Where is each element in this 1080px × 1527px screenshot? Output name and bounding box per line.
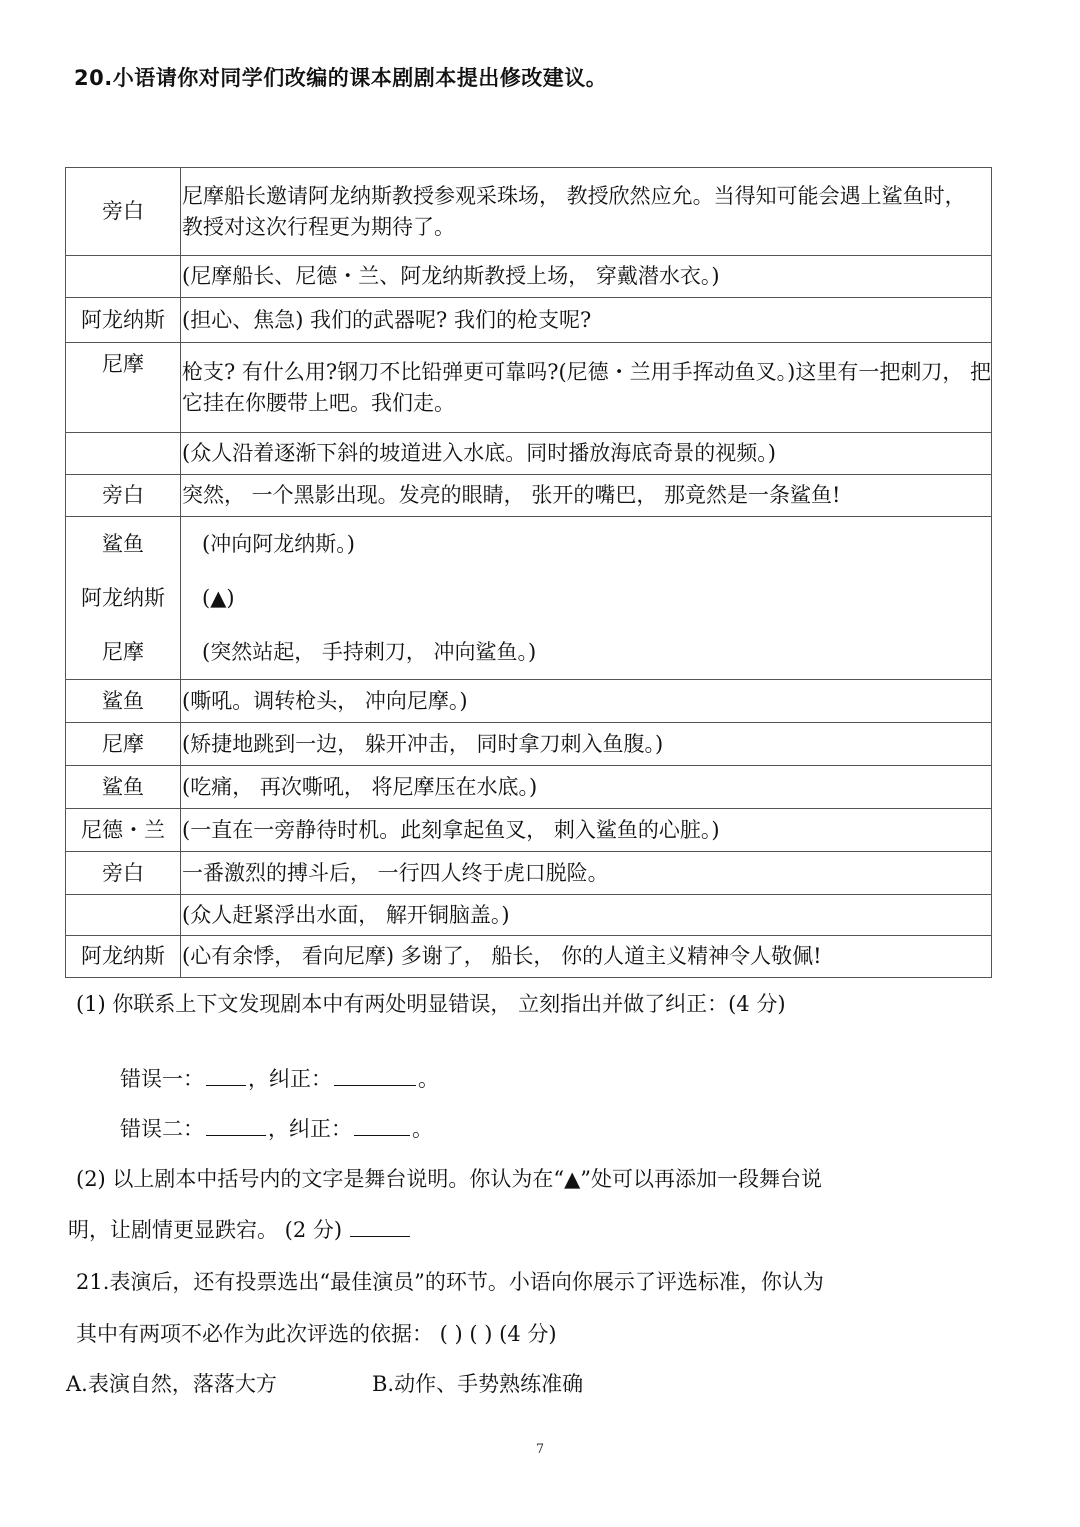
script-content-cell bbox=[181, 766, 992, 809]
answer-line-error-2 bbox=[120, 1113, 433, 1143]
script-role: 鲨鱼 bbox=[102, 774, 144, 799]
script-row bbox=[66, 475, 992, 517]
script-line: (嘶吼。调转枪头， 冲向尼摩。) bbox=[182, 688, 468, 713]
script-role: 阿龙纳斯 bbox=[81, 944, 165, 968]
sub-question-2-line-2 bbox=[68, 1214, 412, 1244]
option-b[interactable]: B.动作、手势熟练准确 bbox=[372, 1372, 584, 1396]
script-role-cell bbox=[66, 343, 181, 433]
script-row bbox=[66, 256, 992, 298]
script-role: 尼摩 bbox=[102, 352, 144, 376]
page-number: 7 bbox=[535, 1442, 545, 1457]
script-line: 突然， 一个黑影出现。发亮的眼睛， 张开的嘴巴， 那竟然是一条鲨鱼! bbox=[182, 483, 841, 507]
script-role-cell bbox=[66, 895, 181, 936]
answer-line-error-1 bbox=[120, 1063, 439, 1093]
script-content-cell bbox=[181, 895, 992, 936]
script-line: (吃痛， 再次嘶吼， 将尼摩压在水底。) bbox=[182, 774, 538, 799]
sub-question-2-line-1: (2) 以上剧本中括号内的文字是舞台说明。你认为在“▲”处可以再添加一段舞台说 bbox=[76, 1167, 823, 1191]
script-line: (突然站起， 手持刺刀， 冲向鲨鱼。) bbox=[202, 639, 537, 664]
script-role-cell bbox=[66, 168, 181, 256]
script-content-cell bbox=[181, 475, 992, 517]
script-line: (心有余悸， 看向尼摩) 多谢了， 船长， 你的人道主义精神令人敬佩! bbox=[182, 944, 822, 968]
script-role-cell bbox=[66, 517, 181, 680]
correct-2-blank[interactable] bbox=[354, 1115, 410, 1136]
question-21-line-1: 21.表演后，还有投票选出“最佳演员”的环节。小语向你展示了评选标准，你认为 bbox=[76, 1270, 824, 1294]
script-content-cell bbox=[181, 517, 992, 680]
error-1-blank[interactable] bbox=[206, 1065, 246, 1086]
error-1-end: 。 bbox=[418, 1067, 439, 1091]
script-role: 阿龙纳斯 bbox=[81, 307, 165, 332]
error-2-end: 。 bbox=[412, 1117, 433, 1141]
script-line: (▲) bbox=[202, 585, 235, 610]
script-row bbox=[66, 723, 992, 766]
script-role-cell bbox=[66, 433, 181, 475]
error-1-label: 错误一： bbox=[120, 1067, 204, 1091]
sub-question-2-text: 明，让剧情更显跌宕。 (2 分) bbox=[68, 1218, 343, 1242]
script-content-cell bbox=[181, 168, 992, 256]
script-role: 尼摩 bbox=[102, 731, 144, 756]
script-row bbox=[66, 298, 992, 343]
script-content-cell bbox=[181, 809, 992, 852]
script-line: (尼摩船长、尼德・兰、阿龙纳斯教授上场， 穿戴潜水衣。) bbox=[182, 264, 720, 288]
sub-question-1-prompt: (1) 你联系上下文发现剧本中有两处明显错误， 立刻指出并做了纠正：(4 分) bbox=[76, 992, 786, 1016]
script-line: (担心、焦急) 我们的武器呢? 我们的枪支呢? bbox=[182, 307, 592, 332]
correct-2-label: ，纠正： bbox=[268, 1117, 352, 1141]
script-line: (一直在一旁静待时机。此刻拿起鱼叉， 刺入鲨鱼的心脏。) bbox=[182, 817, 720, 842]
script-content-cell bbox=[181, 256, 992, 298]
script-role: 旁白 bbox=[102, 860, 144, 885]
script-line: (众人沿着逐渐下斜的坡道进入水底。同时播放海底奇景的视频。) bbox=[182, 441, 776, 465]
script-row bbox=[66, 433, 992, 475]
script-role: 旁白 bbox=[102, 483, 144, 507]
question-20-title: 20.小语请你对同学们改编的课本剧剧本提出修改建议。 bbox=[74, 66, 608, 90]
script-line: (众人赶紧浮出水面， 解开铜脑盖。) bbox=[182, 902, 510, 927]
script-row bbox=[66, 936, 992, 978]
script-role-cell bbox=[66, 256, 181, 298]
script-content-cell bbox=[181, 433, 992, 475]
script-content-cell bbox=[181, 936, 992, 978]
option-a[interactable]: A.表演自然，落落大方 bbox=[66, 1372, 277, 1396]
script-role-cell bbox=[66, 680, 181, 723]
script-table bbox=[65, 167, 992, 978]
stage-direction-blank[interactable] bbox=[350, 1216, 410, 1237]
script-content-cell bbox=[181, 680, 992, 723]
script-role-cell bbox=[66, 298, 181, 343]
script-content-cell bbox=[181, 343, 992, 433]
script-line: 一番激烈的搏斗后， 一行四人终于虎口脱险。 bbox=[182, 860, 609, 885]
script-role: 旁白 bbox=[102, 199, 144, 223]
script-role-cell bbox=[66, 852, 181, 895]
script-role-cell bbox=[66, 475, 181, 517]
script-row bbox=[66, 895, 992, 936]
script-role-cell bbox=[66, 723, 181, 766]
script-role: 阿龙纳斯 bbox=[81, 585, 165, 610]
correct-1-blank[interactable] bbox=[334, 1065, 416, 1086]
script-row bbox=[66, 517, 992, 680]
script-row bbox=[66, 766, 992, 809]
script-row bbox=[66, 852, 992, 895]
script-role-cell bbox=[66, 936, 181, 978]
question-21-line-2: 其中有两项不必作为此次评选的依据： ( ) ( ) (4 分) bbox=[76, 1322, 557, 1346]
script-role: 鲨鱼 bbox=[102, 688, 144, 713]
error-2-blank[interactable] bbox=[206, 1115, 266, 1136]
script-row bbox=[66, 809, 992, 852]
script-role-cell bbox=[66, 766, 181, 809]
script-row bbox=[66, 343, 992, 433]
script-row bbox=[66, 680, 992, 723]
script-role-cell bbox=[66, 809, 181, 852]
error-2-label: 错误二： bbox=[120, 1117, 204, 1141]
script-row bbox=[66, 168, 992, 256]
script-role: 鲨鱼 bbox=[102, 531, 144, 556]
script-line: 枪支? 有什么用?钢刀不比铅弹更可靠吗?(尼德・兰用手挥动鱼叉。)这里有一把刺刀， 把它挂在你腰带上吧。我们走。 bbox=[182, 359, 992, 415]
correct-1-label: ，纠正： bbox=[248, 1067, 332, 1091]
script-role: 尼摩 bbox=[102, 639, 144, 664]
script-content-cell bbox=[181, 298, 992, 343]
script-line: 尼摩船长邀请阿龙纳斯教授参观采珠场， 教授欣然应允。当得知可能会遇上鲨鱼时， 教授对这次行程更为期待了。 bbox=[182, 183, 966, 239]
script-content-cell bbox=[181, 852, 992, 895]
script-line: (矫捷地跳到一边， 躲开冲击， 同时拿刀刺入鱼腹。) bbox=[182, 731, 664, 756]
script-role: 尼德・兰 bbox=[81, 817, 165, 842]
script-content-cell bbox=[181, 723, 992, 766]
script-line: (冲向阿龙纳斯。) bbox=[202, 531, 355, 556]
